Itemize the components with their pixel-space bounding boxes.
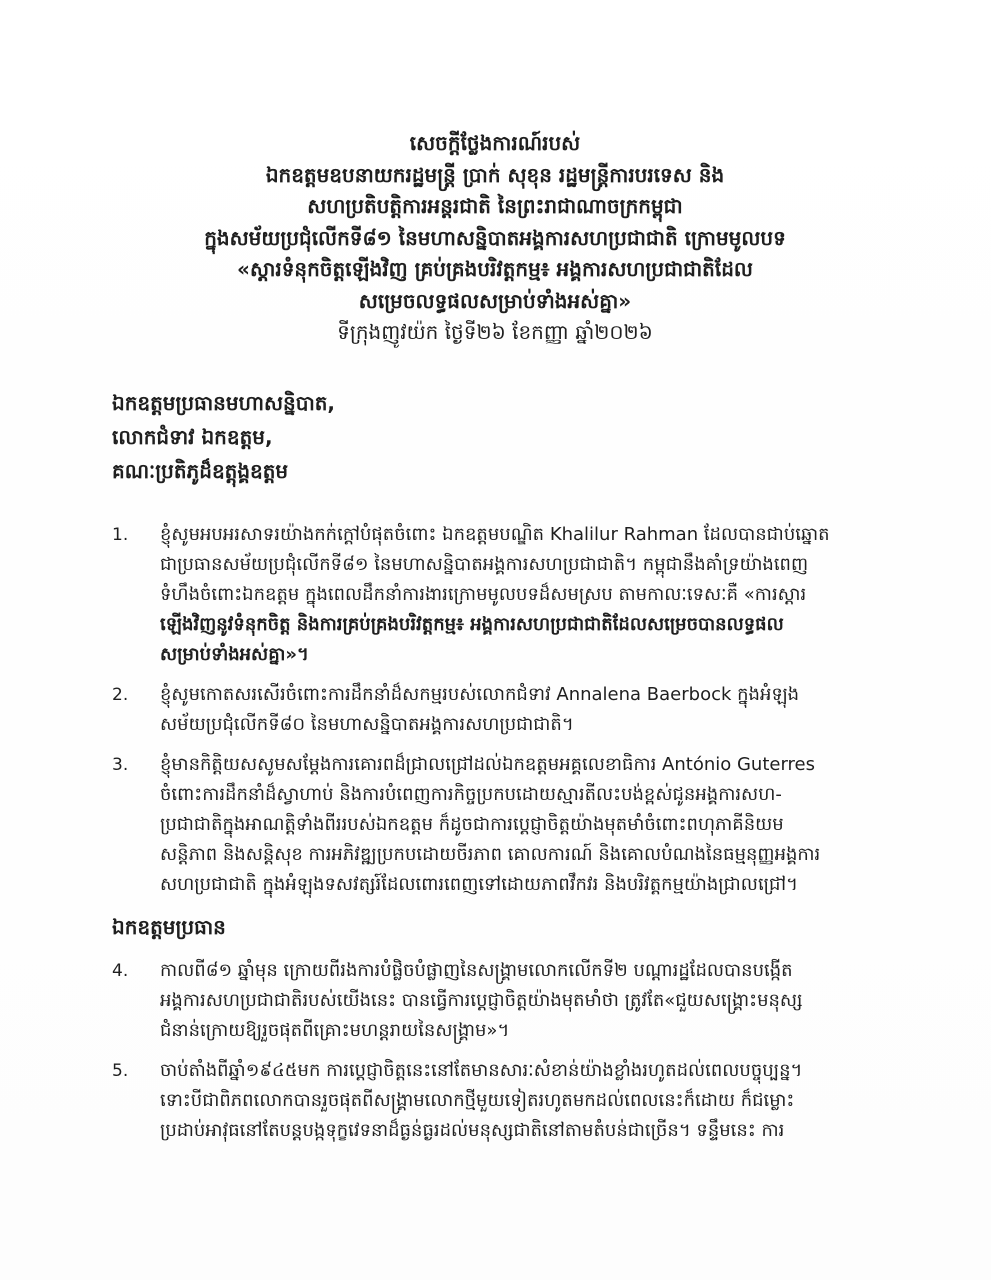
paragraph-text xyxy=(160,520,892,670)
paragraph-text xyxy=(160,956,892,1046)
salutation-block xyxy=(112,386,872,488)
paragraph-5 xyxy=(112,1056,902,1146)
paragraph-line: ចំពោះការដឹកនាំដ៏ស្វាហាប់ និងការបំពេញការកិច្ចប្រកបដោយស្មារតីលះបង់ខ្ពស់ជូនអង្គការសហ- xyxy=(160,784,782,805)
paragraph-number: 5. xyxy=(112,1061,129,1081)
paragraph-line: ទោះបីជាពិភពលោកបានរួចផុតពីសង្គ្រាមលោកថ្មីមួយទៀតរហូតមកដល់ពេលនេះក៏ដោយ ក៏ជម្លោះ xyxy=(160,1090,795,1111)
salutation-line-2: លោកជំទាវ ឯកឧត្តម, xyxy=(112,425,273,449)
statement-title-block xyxy=(120,128,870,349)
statement-body xyxy=(112,520,902,1156)
title-line-1: សេចក្តីថ្លែងការណ៍របស់ xyxy=(409,131,581,155)
paragraph-line: ទំហឹងចំពោះឯកឧត្តម ក្នុងពេលដឹកនាំការងារក្រោមមូលបទដ៏សមស្រប តាមកាលៈទេសៈគឺ «ការស្ដារ xyxy=(160,584,807,605)
paragraph-number: 2. xyxy=(112,685,129,705)
paragraph-line: ប្រដាប់អាវុធនៅតែបន្តបង្កទុក្ខវេទនាដ៏ធ្ងន់ធ្ងរដល់មនុស្សជាតិនៅតាមតំបន់ជាច្រើន។ ទន្ទឹមនេះ ការ xyxy=(160,1120,785,1141)
paragraph-line: ខ្ញុំសូមអបអរសាទរយ៉ាងកក់ក្ដៅបំផុតចំពោះ ឯកឧត្តមបណ្ឌិត Khalilur Rahman ដែលបានជាប់ឆ្នោត xyxy=(160,524,830,545)
paragraph-line: សហប្រជាជាតិ ក្នុងអំឡុងទសវត្សរ៍ដែលពោរពេញទៅដោយភាពវឹកវរ និងបរិវត្តកម្មយ៉ាងជ្រាលជ្រៅ។ xyxy=(160,874,799,895)
place-date-line: ទីក្រុងញូវយ៉ក ថ្ងៃទី២៦ ខែកញ្ញា ឆ្នាំ២០២៦ xyxy=(337,320,653,344)
paragraph-number: 4. xyxy=(112,961,129,981)
paragraph-line: អង្គការសហប្រជាជាតិរបស់យើងនេះ បានធ្វើការប្ដេជ្ញាចិត្តយ៉ាងមុតមាំថា ត្រូវតែ«ជួយសង្គ្រោះមនុស្ស xyxy=(160,990,803,1011)
paragraph-line: ខ្ញុំមានកិត្តិយសសូមសម្ដែងការគោរពដ៏ជ្រាលជ្រៅដល់ឯកឧត្តមអគ្គលេខាធិការ António Guterres xyxy=(160,754,816,775)
paragraph-line: សម័យប្រជុំលើកទី៨០ នៃមហាសន្និបាតអង្គការសហប្រជាជាតិ។ xyxy=(160,714,574,735)
title-line-5: «ស្ដារទំនុកចិត្តឡើងវិញ គ្រប់គ្រងបរិវត្តកម្ម៖ អង្គការសហប្រជាជាតិដែល xyxy=(237,257,753,281)
paragraph-4 xyxy=(112,956,902,1046)
paragraph-text xyxy=(160,680,892,740)
paragraph-number: 1. xyxy=(112,525,129,545)
paragraph-line: ជំនាន់ក្រោយឱ្យរួចផុតពីគ្រោះមហន្តរាយនៃសង្គ្រាម»។ xyxy=(160,1020,510,1041)
title-line-2: ឯកឧត្តមឧបនាយករដ្ឋមន្ត្រី ប្រាក់ សុខុន រដ្ឋមន្ត្រីការបរទេស និង xyxy=(265,162,725,187)
title-line-4: ក្នុងសម័យប្រជុំលើកទី៨១ នៃមហាសន្និបាតអង្គការសហប្រជាជាតិ ក្រោមមូលបទ xyxy=(204,225,786,250)
salutation-line-1: ឯកឧត្តមប្រធានមហាសន្និបាត, xyxy=(112,391,336,415)
title-line-6: សម្រេចលទ្ធផលសម្រាប់ទាំងអស់គ្នា» xyxy=(358,288,632,313)
title-line-3: សហប្រតិបត្តិការអន្តរជាតិ នៃព្រះរាជាណាចក្រកម្ពុជា xyxy=(307,194,683,218)
paragraph-line-emphasis: សម្រាប់ទាំងអស់គ្នា»។ xyxy=(160,644,309,665)
paragraph-1 xyxy=(112,520,902,670)
paragraph-number: 3. xyxy=(112,755,129,775)
paragraph-3 xyxy=(112,750,902,900)
paragraph-line: សន្តិភាព និងសន្តិសុខ ការអភិវឌ្ឍប្រកបដោយចីរភាព គោលការណ៍ និងគោលបំណងនៃធម្មនុញ្ញអង្គការ xyxy=(160,844,821,865)
paragraph-line: កាលពី៨១ ឆ្នាំមុន ក្រោយពីរងការបំផ្លិចបំផ្លាញនៃសង្គ្រាមលោកលើកទី២ បណ្ដារដ្ឋដែលបានបង្កើត xyxy=(160,960,793,981)
paragraph-line: ខ្ញុំសូមកោតសរសើរចំពោះការដឹកនាំដ៏សកម្មរបស់លោកជំទាវ Annalena Baerbock ក្នុងអំឡុង xyxy=(160,684,800,705)
paragraph-line: ប្រជាជាតិក្នុងអាណត្តិទាំងពីររបស់ឯកឧត្តម ក៏ដូចជាការប្ដេជ្ញាចិត្តយ៉ាងមុតមាំចំពោះពហុភាគីនិយម xyxy=(160,814,784,835)
paragraph-2 xyxy=(112,680,902,740)
paragraph-text xyxy=(160,750,892,900)
paragraph-line-emphasis: ឡើងវិញនូវទំនុកចិត្ត និងការគ្រប់គ្រងបរិវត្តកម្ម៖ អង្គការសហប្រជាជាតិដែលសម្រេចបានលទ្ធផល xyxy=(160,614,784,635)
paragraph-line: ជាប្រធានសម័យប្រជុំលើកទី៨១ នៃមហាសន្និបាតអង្គការសហប្រជាជាតិ។ កម្ពុជានឹងគាំទ្រយ៉ាងពេញ xyxy=(160,554,809,575)
section-heading: ឯកឧត្តមប្រធាន xyxy=(112,915,226,939)
salutation-line-3: គណៈប្រតិភូដ៏ឧត្តុង្គឧត្តម xyxy=(112,459,289,483)
paragraph-text xyxy=(160,1056,892,1146)
paragraph-line: ចាប់តាំងពីឆ្នាំ១៩៤៥មក ការប្ដេជ្ញាចិត្តនេះនៅតែមានសារៈសំខាន់យ៉ាងខ្លាំងរហូតដល់ពេលបច្ចុប្បន្ន។ xyxy=(160,1060,803,1081)
